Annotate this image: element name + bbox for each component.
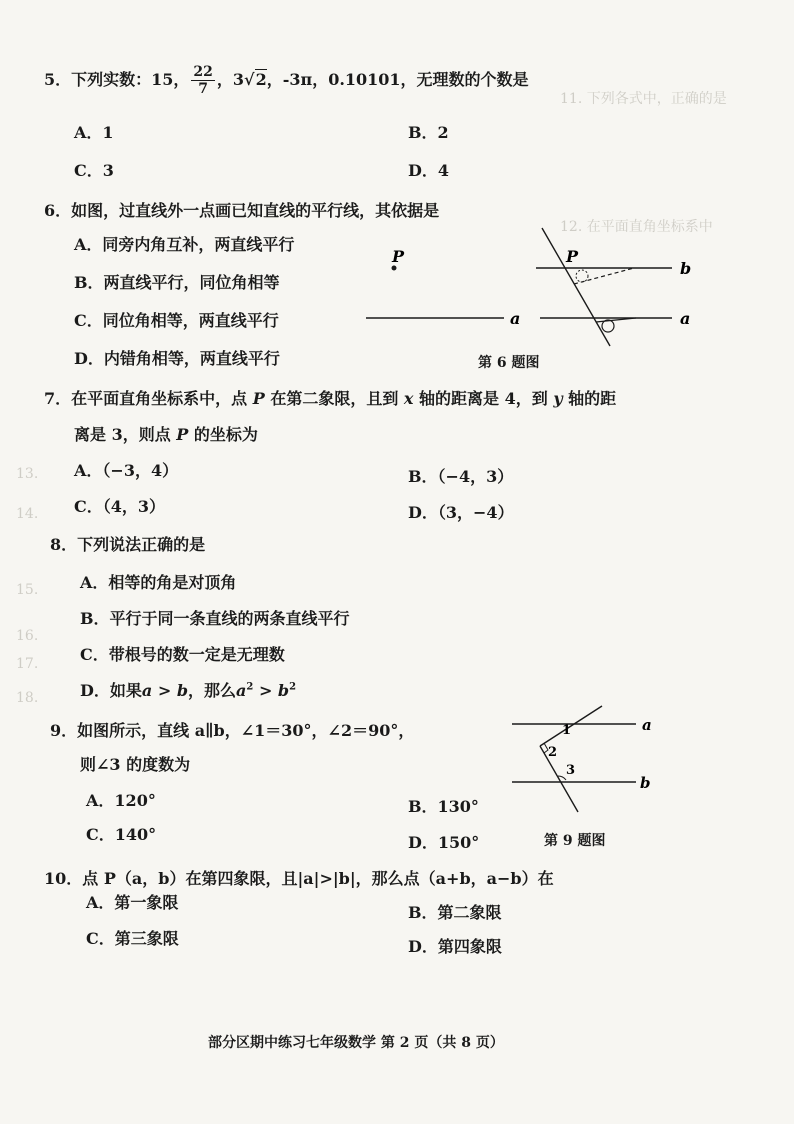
- point-p-dot: [392, 266, 397, 271]
- question-10-option-a[interactable]: A．第一象限: [86, 893, 179, 912]
- question-7-option-d[interactable]: D．（3，−4）: [408, 503, 514, 522]
- question-7-option-b[interactable]: B．（−4，3）: [408, 467, 514, 486]
- question-10-stem: 10．点 P（a，b）在第四象限，且|a|>|b|，那么点（a+b，a−b）在: [44, 869, 554, 888]
- line-b-label: b: [640, 774, 651, 792]
- transversal-line: [542, 228, 610, 346]
- question-9-option-c[interactable]: C．140°: [86, 825, 157, 844]
- question-10-option-d[interactable]: D．第四象限: [408, 937, 502, 956]
- question-9-option-d[interactable]: D．150°: [408, 833, 480, 852]
- question-8-option-c[interactable]: C．带根号的数一定是无理数: [80, 645, 285, 664]
- question-6-option-c[interactable]: C．同位角相等，两直线平行: [74, 311, 279, 330]
- point-p-label: P: [392, 247, 405, 266]
- bleed-through-text: 12. 在平面直角坐标系中: [560, 219, 713, 235]
- question-7-stem-line-1: 7．在平面直角坐标系中，点 P 在第二象限，且到 x 轴的距离是 4，到 y 轴的距: [44, 389, 617, 408]
- set-square-hole-dashed: [576, 270, 588, 282]
- question-9-figure: [500, 700, 660, 818]
- line-a-label-right: a: [680, 309, 691, 328]
- line-a-label-left: a: [510, 309, 521, 328]
- question-7-option-c[interactable]: C．（4，3）: [74, 497, 166, 516]
- question-5-option-d[interactable]: D．4: [408, 161, 450, 180]
- bleed-through-text: 14.: [16, 506, 39, 522]
- page-footer: 部分区期中练习七年级数学 第 2 页（共 8 页）: [208, 1035, 504, 1051]
- angle-2-label: 2: [548, 745, 558, 760]
- bleed-through-text: 18.: [16, 690, 39, 706]
- line-b-label: b: [680, 259, 692, 278]
- question-6-option-b[interactable]: B．两直线平行，同位角相等: [74, 273, 280, 292]
- question-9-stem-line-2: 则∠3 的度数为: [80, 755, 191, 774]
- question-10-option-c[interactable]: C．第三象限: [86, 929, 179, 948]
- angle-1-label: 1: [562, 723, 572, 738]
- question-9-stem-line-1: 9．如图所示，直线 a∥b，∠1＝30°，∠2＝90°，: [50, 721, 415, 740]
- angle-3-label: 3: [566, 763, 576, 778]
- question-8-option-d[interactable]: D．如果a > b，那么$a^2 > b^2$: [80, 681, 297, 700]
- fraction: $\frac{22}{7}$: [193, 64, 213, 97]
- line-a-label: a: [642, 716, 652, 734]
- question-5-stem: 5．下列实数：15， $\frac{22}{7}$ ，3√2，-3π，0.10101，无理数的个数是: [44, 64, 529, 97]
- bleed-through-text: 16.: [16, 628, 39, 644]
- question-6-option-d[interactable]: D．内错角相等，两直线平行: [74, 349, 280, 368]
- figure-9-caption: 第 9 题图: [544, 833, 606, 849]
- question-7-stem-line-2: 离是 3，则点 P 的坐标为: [74, 425, 258, 444]
- question-8-stem: 8．下列说法正确的是: [50, 535, 206, 554]
- question-7-option-a[interactable]: A．（−3，4）: [74, 461, 179, 480]
- question-6-stem: 6．如图，过直线外一点画已知直线的平行线，其依据是: [44, 201, 440, 220]
- question-5-option-c[interactable]: C．3: [74, 161, 114, 180]
- question-10-option-b[interactable]: B．第二象限: [408, 903, 502, 922]
- question-8-option-a[interactable]: A．相等的角是对顶角: [80, 573, 237, 592]
- question-9-option-b[interactable]: B．130°: [408, 797, 479, 816]
- bleed-through-text: 13.: [16, 466, 39, 482]
- question-6-option-a[interactable]: A．同旁内角互补，两直线平行: [74, 235, 295, 254]
- bleed-through-text: 15.: [16, 582, 39, 598]
- figure-6-caption: 第 6 题图: [478, 355, 540, 371]
- question-5-option-b[interactable]: B．2: [408, 123, 449, 142]
- question-5-option-a[interactable]: A．1: [74, 123, 114, 142]
- question-8-option-b[interactable]: B．平行于同一条直线的两条直线平行: [80, 609, 350, 628]
- set-square-hole: [602, 320, 614, 332]
- question-6-figure: [360, 222, 700, 350]
- segment-lower: [540, 746, 578, 812]
- bleed-through-text: 11. 下列各式中，正确的是: [560, 91, 727, 107]
- bleed-through-text: 17.: [16, 656, 39, 672]
- point-p-label-2: P: [566, 247, 579, 266]
- question-9-option-a[interactable]: A．120°: [86, 791, 156, 810]
